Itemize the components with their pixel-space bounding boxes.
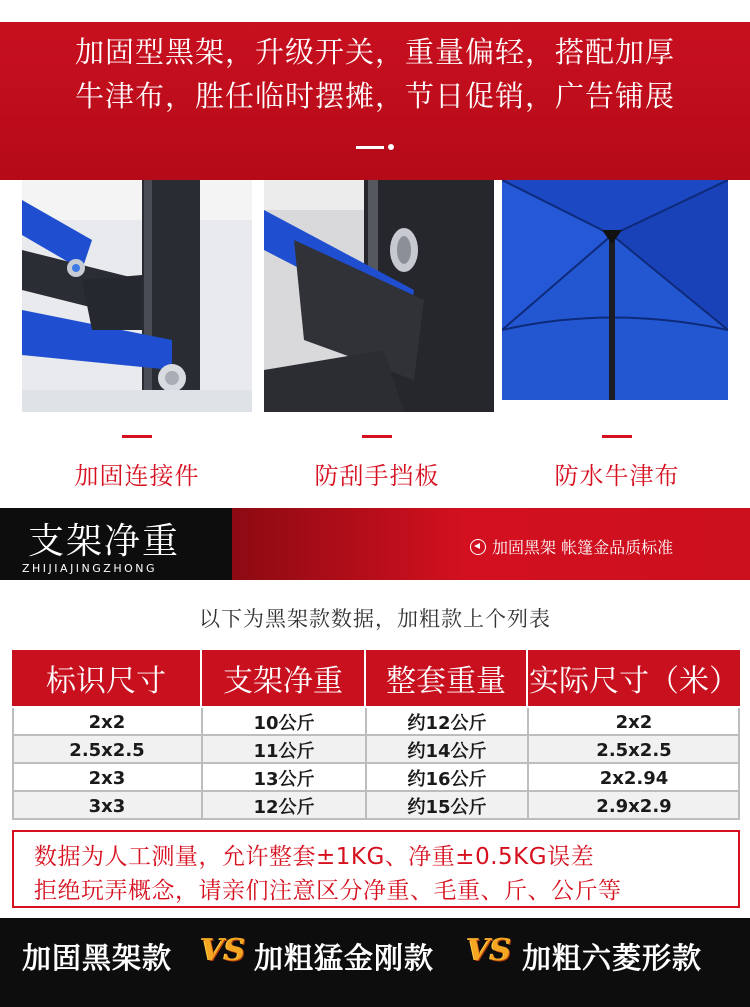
vs-badge-2: VS xyxy=(464,924,514,976)
table-cell: 2.5x2.5 xyxy=(596,739,672,761)
section-title: 支架净重 xyxy=(28,521,181,562)
hero-line-2: 牛津布，胜任临时摆摊，节日促销，广告铺展 xyxy=(74,79,675,113)
vs-badge-1: VS xyxy=(198,924,248,976)
disclaimer-line-2: 拒绝玩弄概念，请亲们注意区分净重、毛重、斤、公斤等 xyxy=(34,878,622,904)
compare-item-hexagon: 加粗六菱形款 xyxy=(522,941,703,975)
table-cell: 约15公斤 xyxy=(407,797,487,818)
table-cell: 10公斤 xyxy=(253,713,315,734)
hero-divider xyxy=(356,146,384,149)
table-row xyxy=(12,708,740,736)
photo-scratch-guard xyxy=(264,180,494,412)
section-subtitle: ZHIJIAJINGZHONG xyxy=(22,562,158,575)
table-cell: 11公斤 xyxy=(253,741,315,762)
photo-waterproof-oxford xyxy=(502,180,728,412)
disclaimer-line-1: 数据为人工测量，允许整套±1KG、净重±0.5KG误差 xyxy=(34,844,595,870)
table-divider xyxy=(365,708,367,820)
weight-table-header xyxy=(12,650,740,706)
caption-dash-3 xyxy=(602,435,632,438)
caption-oxford: 防水牛津布 xyxy=(554,462,680,490)
caption-dash-2 xyxy=(362,435,392,438)
disclaimer-box xyxy=(12,830,740,908)
th-label-size: 标识尺寸 xyxy=(12,650,202,706)
weight-table-body xyxy=(12,708,740,820)
table-cell: 2x3 xyxy=(88,767,126,789)
table-row xyxy=(12,736,740,764)
table-intro: 以下为黑架款数据，加粗款上个列表 xyxy=(199,607,551,631)
hero-divider-dot xyxy=(388,144,394,150)
caption-dash-1 xyxy=(122,435,152,438)
table-cell: 2x2 xyxy=(88,711,126,733)
table-cell: 约16公斤 xyxy=(407,769,487,790)
table-divider xyxy=(738,708,740,820)
table-cell: 约12公斤 xyxy=(407,713,487,734)
play-left-icon xyxy=(470,539,486,555)
caption-guard: 防刮手挡板 xyxy=(314,462,440,490)
section-note xyxy=(470,535,673,558)
table-row xyxy=(12,792,740,820)
hero-line-1: 加固型黑架，升级开关，重量偏轻，搭配加厚 xyxy=(74,35,675,69)
table-cell: 3x3 xyxy=(88,795,126,817)
table-row xyxy=(12,764,740,792)
th-actual-size: 实际尺寸（米） xyxy=(529,664,739,699)
section-note-text: 加固黑架 帐篷金品质标准 xyxy=(492,538,674,557)
table-cell: 约14公斤 xyxy=(407,741,487,762)
th-set-weight: 整套重量 xyxy=(366,650,528,706)
table-divider xyxy=(12,708,14,820)
table-divider xyxy=(201,708,203,820)
compare-item-king-kong: 加粗猛金刚款 xyxy=(254,941,435,975)
table-cell: 2x2.94 xyxy=(599,767,669,789)
table-cell: 12公斤 xyxy=(253,797,315,818)
th-frame-weight: 支架净重 xyxy=(202,650,366,706)
table-cell: 2.9x2.9 xyxy=(596,795,672,817)
photo-reinforced-connector xyxy=(22,180,252,412)
table-divider xyxy=(527,708,529,820)
table-cell: 2x2 xyxy=(615,711,653,733)
table-cell: 2.5x2.5 xyxy=(69,739,145,761)
compare-item-black-frame: 加固黑架款 xyxy=(22,941,173,975)
caption-connector: 加固连接件 xyxy=(74,462,200,490)
table-cell: 13公斤 xyxy=(253,769,315,790)
